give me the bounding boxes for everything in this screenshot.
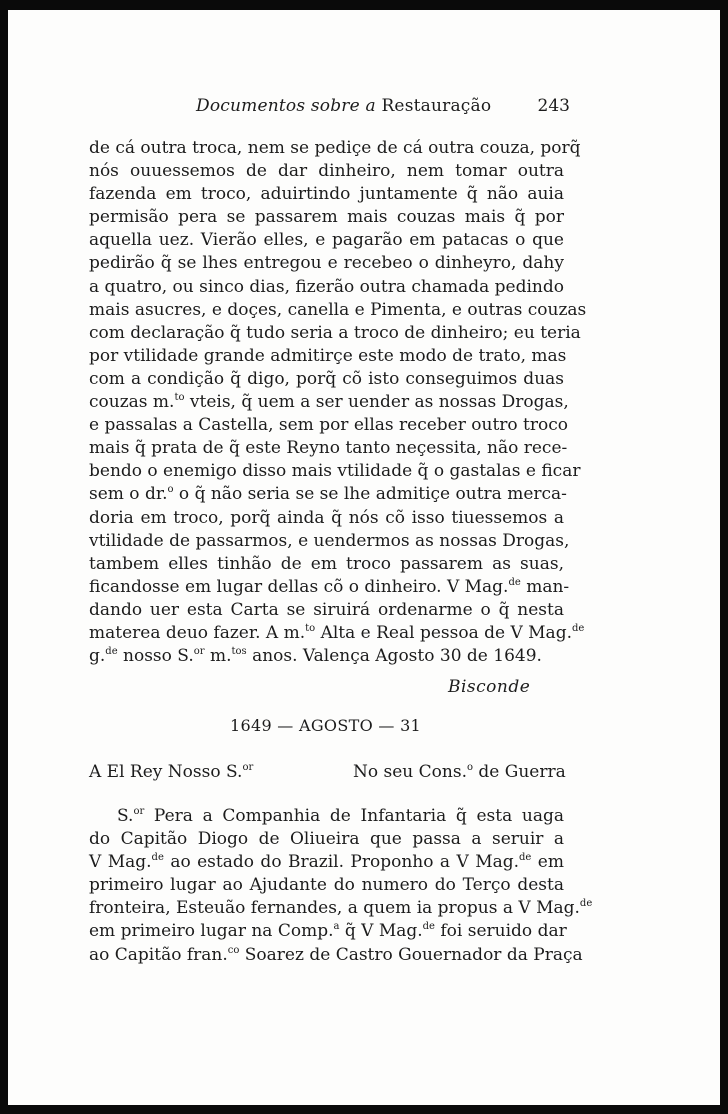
addressee: A El Rey Nosso S.$^{or}$ xyxy=(89,762,254,782)
running-head xyxy=(88,96,570,120)
text-line: doria em troco, porq̃ ainda q̃ nós cõ isso tiuessemos a xyxy=(89,507,564,528)
running-title xyxy=(196,96,491,116)
text-line: de cá outra troca, nem se pediçe de cá outra couza, porq̃ xyxy=(89,138,581,158)
text-line: e passalas a Castella, sem por ellas receber outro troco xyxy=(89,415,569,436)
text-line: por vtilidade grande admitirçe este modo de trato, mas xyxy=(89,345,567,366)
text-line: ficandosse em lugar dellas cõ o dinheiro. V Mag.$^{de}$ man- xyxy=(89,576,570,597)
text-line: permisão pera se passarem mais couzas mais q̃ por xyxy=(89,207,564,228)
letter-body xyxy=(89,137,587,668)
text-line: mais q̃ prata de q̃ este Reyno tanto neçessita, não rece- xyxy=(89,438,568,459)
text-line: em primeiro lugar na Comp.$^a$ q̃ V Mag.$^{de}$ foi seruido dar xyxy=(89,921,567,942)
text-line: dando uer esta Carta se siruirá ordenarme o q̃ nesta xyxy=(89,599,564,620)
text-line: do Capitão Diogo de Oliueira que passa a seruir a xyxy=(89,829,564,850)
text-line: aquella uez. Vierão elles, e pagarão em patacas o que xyxy=(89,230,564,251)
date-heading: 1649 — AGOSTO — 31 xyxy=(230,716,422,735)
text-line: nós ouuessemos de dar dinheiro, nem tomar outra xyxy=(89,161,564,182)
council-note: No seu Cons.$^o$ de Guerra xyxy=(353,762,566,782)
page-number: 243 xyxy=(537,96,570,116)
text-line: materea deuo fazer. A m.$^{to}$ Alta e Real pessoa de V Mag.$^{de}$ xyxy=(89,622,585,643)
text-line: fronteira, Esteuão fernandes, a quem ia propus a V Mag.$^{de}$ xyxy=(89,898,593,919)
text-line: com declaração q̃ tudo seria a troco de dinheiro; eu teria xyxy=(89,322,581,343)
text-line: g.$^{de}$ nosso S.$^{or}$ m.$^{tos}$ anos. Valença Agosto 30 de 1649. xyxy=(89,646,542,667)
text-line: V Mag.$^{de}$ ao estado do Brazil. Proponho a V Mag.$^{de}$ em xyxy=(89,852,564,873)
text-line: sem o dr.$^o$ o q̃ não seria se se lhe admitiçe outra merca- xyxy=(89,484,567,505)
text-line: pedirão q̃ se lhes entregou e recebeo o dinheyro, dahy xyxy=(89,253,564,274)
text-line: S.$^{or}$ Pera a Companhia de Infantaria q̃ esta uaga xyxy=(117,806,564,826)
letter2-body xyxy=(89,805,593,967)
signature: Bisconde xyxy=(448,677,531,697)
text-line: tambem elles tinhão de em troco passarem as suas, xyxy=(89,553,564,574)
running-title-roman: Restauração xyxy=(381,96,492,116)
text-line: couzas m.$^{to}$ vteis, q̃ uem a ser uender as nossas Drogas, xyxy=(89,392,569,413)
text-line: ao Capitão fran.$^{co}$ Soarez de Castro Gouernador da Praça xyxy=(89,944,583,965)
text-line: com a condição q̃ digo, porq̃ cõ isto conseguimos duas xyxy=(89,368,564,389)
running-title-italic: Documentos sobre a xyxy=(196,96,376,116)
text-line: mais asucres, e doçes, canella e Pimenta, e outras couzas xyxy=(89,299,587,320)
text-line: a quatro, ou sinco dias, fizerão outra chamada pedindo xyxy=(89,276,564,297)
text-line: vtilidade de passarmos, e uendermos as nossas Drogas, xyxy=(89,530,570,551)
text-line: fazenda em troco, aduirtindo juntamente q̃ não auia xyxy=(89,184,564,205)
text-line: bendo o enemigo disso mais vtilidade q̃ o gastalas e ficar xyxy=(89,461,581,482)
text-line: primeiro lugar ao Ajudante do numero do Terço desta xyxy=(89,875,564,896)
